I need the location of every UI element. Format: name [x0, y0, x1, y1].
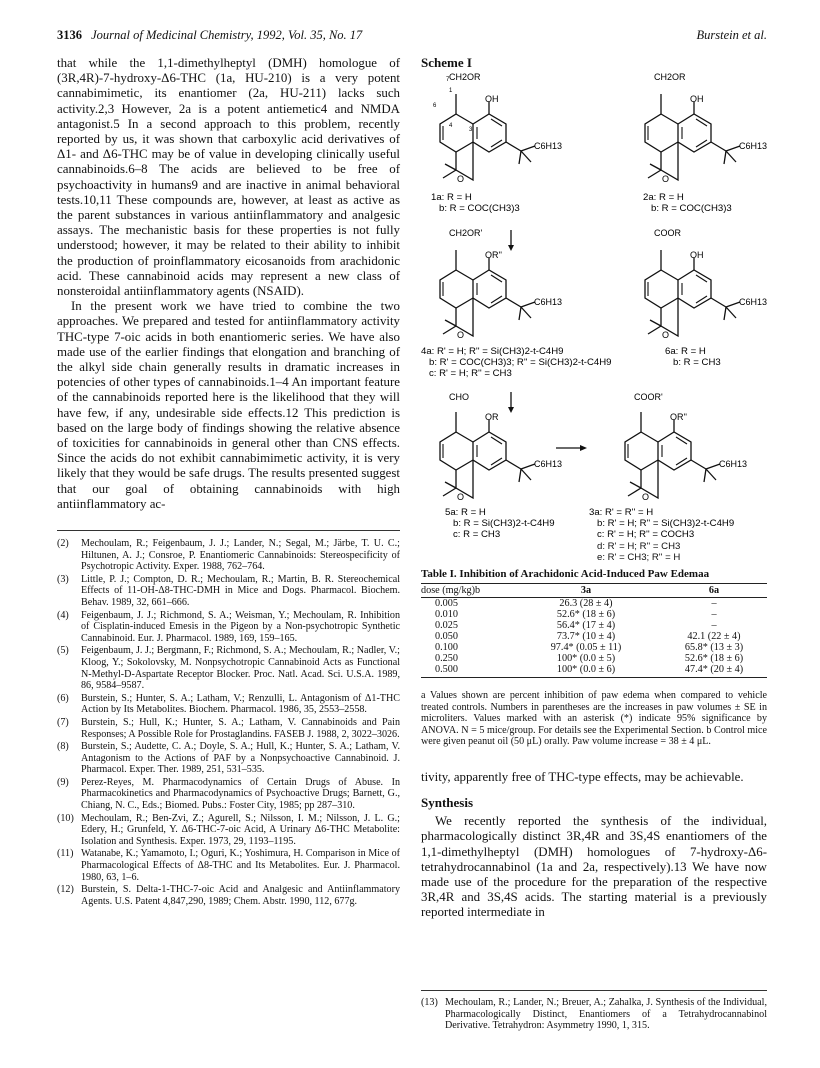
right-column-body [421, 770, 767, 921]
label-o-6: O [662, 330, 670, 340]
label-coor-6: COOR [654, 228, 681, 238]
structure-6 [645, 250, 740, 336]
structure-3 [625, 412, 720, 498]
page-number: 3136 [57, 28, 82, 42]
paragraph-2: In the present work we have tried to combine the two approaches. We prepared and tested for antiinflammatory activity THC-type 7-oic acids in both enantiomeric series. We have also made use of the earlier findings that elongation and branching of the alkyl side chain generally results in dramatic increases in potencies of other types of cannabinoids.1–4 An important feature of the cannabinoids reported here is the likelihood that they will have few, if any, undesirable side effects.12 This prediction is based on the large body of findings showing the relative absence of toxicities for cannabinoids in general other than CNS effects. Since the acids do not exhibit cannabimimetic activity, it is very likely that they would be safe drugs. The results presented suggest that our goal of obtaining cannabinoids with high antiinflammatory ac- [57, 299, 400, 511]
label-5a: 5a: R = H [445, 507, 486, 518]
table-row: 0.050 73.7* (10 ± 4) 42.1 (22 ± 4) [435, 631, 741, 642]
reference-item: (12) Burstein, S. Delta-1-THC-7-oic Acid and Analgesic and Antiinflammatory Agents. U.S. Patent 4,847,290, 1989; Chem. Abstr. 1990, 112, 677g. [57, 884, 400, 907]
label-oh-6: OH [690, 250, 704, 260]
label-3e: e: R' = CH3; R'' = H [597, 552, 681, 563]
label-4a: 4a: R' = H; R'' = Si(CH3)2-t-C4H9 [421, 346, 564, 357]
reference-item: (11) Watanabe, K.; Yamamoto, I.; Oguri, K.; Yoshimura, H. Comparison in Mice of Pharmacological Effects of Δ8-THC and Its Metabolites. Eur. J. Pharmacol. 1980, 63, 1–6. [57, 848, 400, 883]
label-cho: CHO [449, 392, 469, 402]
label-o-1: O [457, 174, 465, 184]
reference-item: (8) Burstein, S.; Audette, C. A.; Doyle, S. A.; Hull, K.; Hunter, S. A.; Latham, V. Antagonism to the Actions of PAF by a Nonpsychoactive Cannabinoid. J. Pharmacol. Exper. Ther. 1989, 251, 531–535. [57, 741, 400, 776]
label-o-3: O [642, 492, 650, 502]
table-row: 0.025 56.4* (17 ± 4) – [435, 620, 717, 631]
label-ch2or-1: CH2OR [449, 72, 481, 82]
reference-item: (7) Burstein, S.; Hull, K.; Hunter, S. A.; Latham, V. Cannabinoids and Pain Responses; A Possible Role for Prostaglandins. FASEB J. 1988, 2, 3022–3026. [57, 716, 400, 740]
label-or-5: OR [485, 412, 499, 422]
structure-2a [645, 94, 740, 180]
reference-item: (5) Feigenbaum, J. J.; Bergmann, F.; Richmond, S. A.; Mechoulam, R.; Nadler, V.; Kloog, Y.; Sokolovsky, M. Nonpsychotropic Cannabinoid Acts as Functional N-Methyl-D-Aspartate Receptor Blocker. Proc. Natl. Acad. Sci. U.S.A. 1989, 86, 9584–9587. [57, 645, 400, 692]
table-row: 0.250 100* (0.0 ± 5) 52.6* (18 ± 6) [435, 653, 744, 664]
label-oh-1: OH [485, 94, 499, 104]
references-right [421, 997, 767, 1033]
reference-item: (13) Mechoulam, R.; Lander, N.; Breuer, A.; Zahalka, J. Synthesis of the Individual, Pharmacologically Distinct, Enantiomers of a Tetrahydrocannabinol Derivative. Tetrahydron: Asymmetry 1990, 1, 315. [421, 997, 767, 1032]
structure-1a [440, 94, 535, 180]
label-3b: b: R' = H; R'' = Si(CH3)2-t-C4H9 [597, 518, 735, 529]
label-ch2or-prime: CH2OR' [449, 228, 483, 238]
label-or-pp-3: OR'' [670, 412, 687, 422]
col-6a: 6a [661, 584, 767, 598]
label-5b: b: R = Si(CH3)2-t-C4H9 [453, 518, 555, 529]
label-3c: c: R' = H; R'' = COCH3 [597, 529, 695, 540]
label-6a: 6a: R = H [665, 346, 706, 357]
label-c6h13-3: C6H13 [719, 459, 748, 469]
locant-3: 3 [469, 127, 473, 133]
label-coor-prime: COOR' [634, 392, 663, 402]
table-container [421, 583, 767, 678]
paragraph-synthesis: We recently reported the synthesis of the individual, pharmacologically distinct 3R,4R and 3S,4S enantiomers of the 1,1-dimethylheptyl (DMH) homologues of 7-hydroxy-Δ6-tetrahydrocannabinol (1a and 2a, respectively).13 We have now made use of the procedure for the preparation of the respective 3R,4R and 3S,4S acids. The starting material is a previously reported intermediate in [421, 814, 767, 920]
table-header-row [421, 584, 767, 598]
locant-6: 6 [433, 103, 437, 109]
section-heading-synthesis: Synthesis [421, 795, 474, 811]
locant-4: 4 [449, 123, 453, 129]
locant-7: 7 [446, 77, 450, 83]
table-footnote: a Values shown are percent inhibition of paw edema when compared to vehicle treated controls. Numbers in parentheses are the increases in paw volumes ± SE in microliters. Values marked with an asterisk (*) indicate 95% significance by ANOVA. N = 5 mice/group. For details see the Experimental Section. b Control mice were given peanut oil (50 μL) orally. Paw volume increase = 38 ± 4 μL. [421, 690, 767, 748]
label-2a: 2a: R = H [643, 192, 684, 203]
paragraph-1: that while the 1,1-dimethylheptyl (DMH) homologue of (3R,4R)-7-hydroxy-Δ6-THC (1a, HU-210) is a very potent cannabimimetic, its enantiomer (2a, HU-211) lacks such activity.2,3 However, 2a is a potent antiemetic4 and NMDA antagonist.5 In a second approach to this problem, recently reported by us, it was shown that carboxylic acid derivatives of Δ1- and Δ6-THC may be of value in developing clinically useful cannabinoids.6–8 The acids are believed to be free of psychoactivity in humans9 and are inactive in animal behavioral tests.10,11 These compounds are, however, at least as active as the parent substances in various antiinflammatory and analgesic assays. The mechanistic basis for these properties is not fully understood; however, it may be related to their ability to inhibit the production of proinflammatory eicosanoids from arachidonic acid. These cannabinoid acids may represent a new class of nonsteroidal antiinflammatory agents (NSAID). [57, 56, 400, 299]
locant-1: 1 [449, 88, 453, 94]
reference-item: (2) Mechoulam, R.; Feigenbaum, J. J.; Lander, N.; Segal, M.; Järbe, T. U. C.; Hiltunen, A. J.; Consroe, P. Enantiomeric Cannabinoids: Stereospecificity of Psychotropic Activity. Exper. 1988, 762–764. [57, 538, 400, 573]
paragraph-continuation: tivity, apparently free of THC-type effects, may be achievable. [421, 770, 744, 784]
running-header-left [57, 28, 362, 43]
label-3a: 3a: R' = R'' = H [589, 507, 654, 518]
label-5c: c: R = CH3 [453, 529, 501, 540]
label-c6h13-6: C6H13 [739, 297, 768, 307]
scheme-diagram [421, 70, 777, 544]
label-c6h13-4: C6H13 [534, 297, 563, 307]
label-3d: d: R' = H; R'' = CH3 [597, 541, 681, 552]
table-row: 0.005 26.3 (28 ± 4) – [435, 598, 717, 609]
left-column-body [57, 56, 400, 512]
reference-item: (6) Burstein, S.; Hunter, S. A.; Latham, V.; Renzulli, L. Antagonism of Δ1-THC Action by Its Metabolites. Biochem. Pharmacol. 1986, 35, 2553–2558. [57, 692, 400, 716]
label-or-pp-4: OR'' [485, 250, 502, 260]
table-row: 0.500 100* (0.0 ± 6) 47.4* (20 ± 4) [421, 664, 767, 678]
label-o-5: O [457, 492, 465, 502]
table-row: 0.100 97.4* (0.05 ± 11) 65.8* (13 ± 3) [435, 642, 744, 653]
reference-item: (9) Perez-Reyes, M. Pharmacodynamics of Certain Drugs of Abuse. In Pharmacokinetics and Pharmacodynamics of Psychoactive Drugs; Barnett, G., Chiang, N. C., Eds.; Biomed. Pubs.: Foster City, 1985; pp 287–310. [57, 776, 400, 812]
label-ch2or-2: CH2OR [654, 72, 686, 82]
reference-item: (3) Little, P. J.; Compton, D. R.; Mechoulam, R.; Martin, B. R. Stereochemical Effects of 11-OH-Δ8-THC-DMH in Mice and Dogs. Pharmacol. Biochem. Behav. 1989, 32, 661–666. [57, 573, 400, 608]
label-c6h13-2: C6H13 [739, 141, 768, 151]
label-o-2: O [662, 174, 670, 184]
footnote-rule-right [421, 990, 767, 991]
table-1 [421, 583, 767, 678]
table-caption: Table I. Inhibition of Arachidonic Acid-Induced Paw Edemaa [421, 568, 710, 580]
label-1b: b: R = COC(CH3)3 [439, 203, 520, 214]
label-c6h13-5: C6H13 [534, 459, 563, 469]
scheme-title: Scheme I [421, 55, 472, 70]
label-2b: b: R = COC(CH3)3 [651, 203, 732, 214]
label-c6h13-1: C6H13 [534, 141, 563, 151]
label-oh-2: OH [690, 94, 704, 104]
reference-item: (10) Mechoulam, R.; Ben-Zvi, Z.; Agurell, S.; Nilsson, I. M.; Nilsson, J. L. G.; Edery, H.; Grunfeld, Y. Δ6-THC-7-oic Acid, A Urinary Δ6-THC Metabolite: Isolation and Synthesis. Exper. 1973, 29, 1193–1195. [57, 812, 400, 847]
running-header-authors: Burstein et al. [696, 28, 767, 42]
label-1a: 1a: R = H [431, 192, 472, 203]
table-row: 0.010 52.6* (18 ± 6) – [435, 609, 717, 620]
references-left [57, 538, 400, 908]
journal-citation: Journal of Medicinal Chemistry, 1992, Vol. 35, No. 17 [91, 28, 363, 42]
structure-4 [440, 250, 535, 336]
label-6b: b: R = CH3 [673, 357, 721, 368]
col-dose: dose (mg/kg)b [421, 584, 511, 598]
label-o-4: O [457, 330, 465, 340]
col-3a: 3a [511, 584, 661, 598]
label-4c: c: R' = H; R'' = CH3 [429, 368, 512, 379]
structure-5 [440, 412, 535, 498]
reference-item: (4) Feigenbaum, J. J.; Richmond, S. A.; Weisman, Y.; Mechoulam, R. Inhibition of Cisplatin-induced Emesis in the Pigeon by a Non-psychotropic Synthetic Cannabinoid. Eur. J. Pharmacol. 1989, 169, 159–165. [57, 609, 400, 644]
label-4b: b: R' = COC(CH3)3; R'' = Si(CH3)2-t-C4H9 [429, 357, 612, 368]
footnote-rule [57, 530, 400, 531]
